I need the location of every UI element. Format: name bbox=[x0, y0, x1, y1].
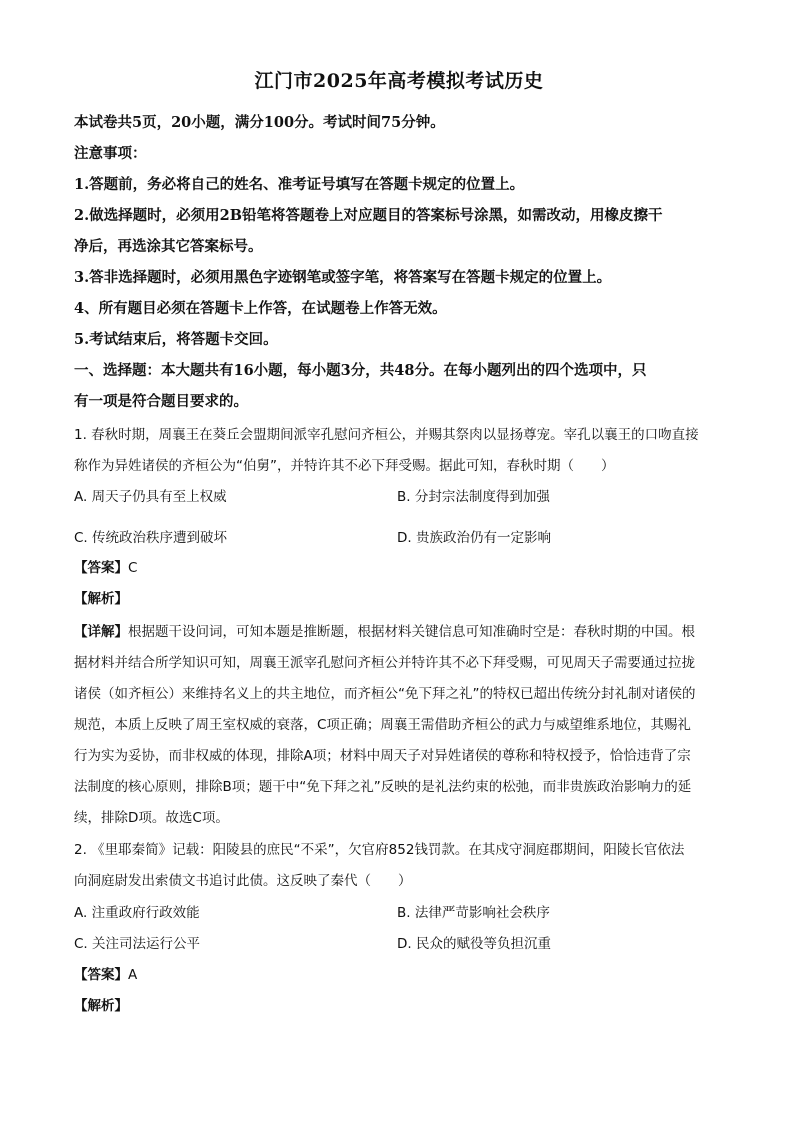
notice-item: 3.答非选择题时，必须用黑色字迹钢笔或签字笔，将答案写在答题卡规定的位置上。 bbox=[74, 269, 612, 286]
section-heading-continued: 有一项是符合题目要求的。 bbox=[74, 393, 248, 410]
question-1-detail-line: 规范，本质上反映了周王室权威的衰落，C项正确；周襄王需借助齐桓公的武力与威望维系地位，其赐礼 bbox=[74, 717, 691, 733]
notice-item: 1.答题前，务必将自己的姓名、准考证号填写在答题卡规定的位置上。 bbox=[74, 176, 525, 193]
notice-heading: 注意事项： bbox=[74, 145, 147, 162]
question-2-stem: 2. 《里耶秦简》记载：阳陵县的庶民“不采”，欠官府852钱罚款。在其戍守洞庭郡期间，阳陵长官依法 bbox=[74, 842, 685, 858]
exam-title: 江门市2025年高考模拟考试历史 bbox=[254, 70, 544, 92]
answer-tag: 【答案】 bbox=[74, 560, 128, 576]
question-1-detail-line: 据材料并结合所学知识可知，周襄王派宰孔慰问齐桓公并特许其不必下拜受赐，可见周天子需要通过拉拢 bbox=[74, 655, 695, 671]
question-1-detail-line: 续，排除D项。故选C项。 bbox=[74, 810, 229, 826]
section-heading: 一、选择题：本大题共有16小题，每小题3分，共48分。在每小题列出的四个选项中，只 bbox=[74, 362, 647, 379]
exam-intro: 本试卷共5页，20小题，满分100分。考试时间75分钟。 bbox=[74, 114, 445, 131]
question-1-detail-line: 行为实为妥协，而非权威的体现，排除A项；材料中周天子对异姓诸侯的尊称和特权授予，恰恰违背了宗 bbox=[74, 748, 691, 764]
answer-value: C bbox=[128, 560, 138, 576]
notice-item: 5.考试结束后，将答题卡交回。 bbox=[74, 331, 278, 348]
question-1-stem: 1. 春秋时期，周襄王在葵丘会盟期间派宰孔慰问齐桓公，并赐其祭肉以显扬尊宠。宰孔以襄王的口吻直接 bbox=[74, 427, 699, 443]
detail-text: 根据题干设问词，可知本题是推断题，根据材料关键信息可知准确时空是：春秋时期的中国。根 bbox=[128, 624, 695, 640]
notice-item: 4、所有题目必须在答题卡上作答，在试题卷上作答无效。 bbox=[74, 300, 447, 317]
question-1-detail-line: 法制度的核心原则，排除B项；题干中“免下拜之礼”反映的是礼法约束的松弛，而非贵族政治影响力的延 bbox=[74, 779, 692, 795]
question-1-stem-continued: 称作为异姓诸侯的齐桓公为“伯舅”，并特许其不必下拜受赐。据此可知，春秋时期（ ） bbox=[74, 458, 615, 474]
question-1-option-b: B. 分封宗法制度得到加强 bbox=[397, 489, 550, 505]
question-2-stem-continued: 向洞庭尉发出索债文书追讨此债。这反映了秦代（ ） bbox=[74, 873, 412, 889]
question-2-option-b: B. 法律严苛影响社会秩序 bbox=[397, 905, 550, 921]
question-2-option-d: D. 民众的赋役等负担沉重 bbox=[397, 936, 551, 952]
notice-item: 2.做选择题时，必须用2B铅笔将答题卷上对应题目的答案标号涂黑，如需改动，用橡皮擦干 bbox=[74, 207, 663, 224]
notice-item-continued: 净后，再选涂其它答案标号。 bbox=[74, 238, 263, 255]
question-1-option-c: C. 传统政治秩序遭到破坏 bbox=[74, 530, 228, 546]
question-1-option-a: A. 周天子仍具有至上权威 bbox=[74, 489, 227, 505]
question-1-detail-line: 诸侯（如齐桓公）来维持名义上的共主地位，而齐桓公“免下拜之礼”的特权已超出传统分封礼制对诸侯的 bbox=[74, 686, 696, 702]
question-1-analysis-tag: 【解析】 bbox=[74, 591, 128, 607]
question-1-answer bbox=[74, 556, 137, 576]
question-2-answer bbox=[74, 963, 137, 983]
question-1-option-d: D. 贵族政治仍有一定影响 bbox=[397, 530, 551, 546]
answer-tag: 【答案】 bbox=[74, 967, 128, 983]
detail-tag: 【详解】 bbox=[74, 624, 128, 640]
question-2-analysis-tag: 【解析】 bbox=[74, 998, 128, 1014]
question-2-option-a: A. 注重政府行政效能 bbox=[74, 905, 200, 921]
answer-value: A bbox=[128, 967, 138, 983]
question-2-option-c: C. 关注司法运行公平 bbox=[74, 936, 201, 952]
question-1-detail bbox=[74, 620, 695, 640]
